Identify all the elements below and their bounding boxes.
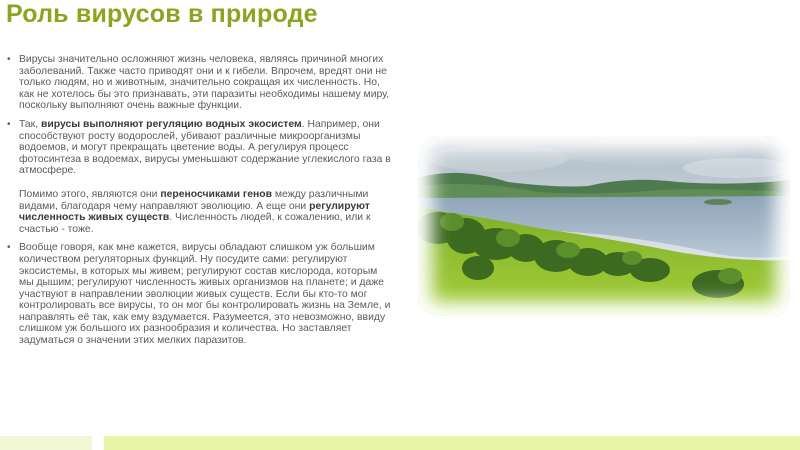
bold-phrase: регулируют численность живых существ bbox=[19, 200, 370, 224]
bold-phrase: вирусы выполняют регуляцию водных экосистем bbox=[40, 118, 302, 130]
lake-landscape-photo bbox=[418, 136, 790, 316]
text-run: Так, bbox=[19, 118, 41, 130]
slide-title: Роль вирусов в природе bbox=[6, 0, 318, 28]
footer-bar-left bbox=[0, 436, 92, 450]
paragraph-3 bbox=[6, 242, 394, 346]
text-run: между различными видами, благодаря чему направляют эволюцию. А еще они bbox=[19, 188, 369, 212]
paragraph-text: Вообще говоря, как мне кажется, вирусы обладают слишком уж большим количеством регуляторных функций. Ну посудите сами: регулируют экосистемы, в которых мы живем; регулируют состав кислорода, которым мы дышим; регулируют численность живых организмов на планете; и даже участвуют в направлении эволюции живых существ. Если бы кто-то мог контролировать все вирусы, то он мог бы контролировать жизнь на Земле, и направлять её так, как ему вздумается. Разумеется, это невозможно, ввиду слишком уж большого их разнообразия и количества. Но заставляет задуматься о значении этих мелких паразитов. bbox=[19, 242, 391, 347]
bullet-icon: • bbox=[7, 54, 11, 65]
paragraph-text: Вирусы значительно осложняют жизнь человека, являясь причиной многих заболеваний. Также часто приводят они и к гибели. Впрочем, вредят они не только людям, но и животным, значительно сокращая их численность. Но, как не хотелось бы это признавать, эти паразиты необходимы нашему миру, поскольку выполняют очень важные функции. bbox=[19, 54, 390, 112]
photo-frame bbox=[418, 136, 790, 316]
text-run: . Например, они способствуют росту водорослей, убивают различные микроорганизмы водоемов, и могут прекращать цветение воды. А регулируя процесс фотосинтеза в водоемах, вирусы уменьшают содержание углекислого газа в атмосфере. bbox=[19, 118, 391, 177]
text-run: . Численность людей, к сожалению, или к счастью - тоже. bbox=[19, 212, 371, 235]
slide-body bbox=[6, 54, 394, 354]
paragraph-2 bbox=[6, 119, 394, 235]
landscape-illustration bbox=[418, 136, 790, 316]
bullet-icon: • bbox=[7, 118, 11, 130]
bullet-icon: • bbox=[7, 242, 11, 254]
paragraph-1 bbox=[6, 54, 394, 112]
footer-bar-right bbox=[104, 436, 800, 450]
bold-phrase: переносчиками генов bbox=[160, 188, 272, 200]
paragraph-text bbox=[19, 189, 394, 235]
paragraph-text bbox=[19, 119, 394, 177]
text-run: Помимо этого, являются они bbox=[19, 188, 161, 200]
